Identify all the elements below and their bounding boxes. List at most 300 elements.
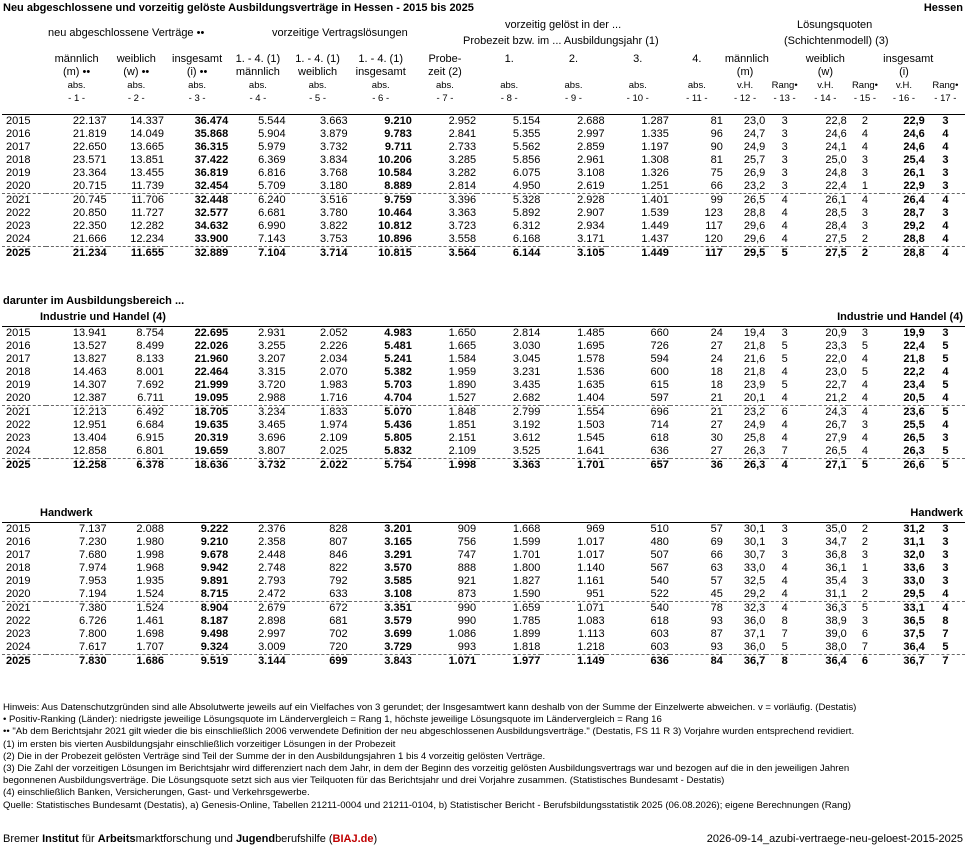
table-row <box>2 523 965 537</box>
table-cell: 3 <box>942 536 949 548</box>
table-cell: 21,2 <box>825 392 847 404</box>
table-cell: 3 <box>781 180 788 192</box>
table-cell: 26,6 <box>882 459 926 473</box>
table-cell: 3.363 <box>448 207 477 219</box>
header-spacer <box>2 66 46 79</box>
table-cell: 26,5 <box>903 432 925 444</box>
table-cell: 23,0 <box>724 115 766 129</box>
table-cell: 26,7 <box>825 419 847 431</box>
table-cell: 3.231 <box>512 366 541 378</box>
table-cell: 13.455 <box>130 167 164 179</box>
table-cell: 7.692 <box>136 379 164 391</box>
row-year: 2021 <box>2 194 46 208</box>
table-cell: 4 <box>781 220 788 232</box>
table-cell: 1.251 <box>641 180 669 192</box>
row-year: 2016 <box>6 536 31 548</box>
header-spacer <box>2 79 46 92</box>
table-cell: 4 <box>861 141 869 153</box>
table-cell: 96 <box>710 128 723 140</box>
table-cell: 10.584 <box>378 167 412 179</box>
table-cell: 4 <box>942 366 949 378</box>
table-cell: 3 <box>861 220 869 232</box>
column-header: weiblich <box>116 53 156 65</box>
header-spacer <box>2 53 46 66</box>
footer-org-part: Jugend <box>235 833 276 845</box>
table-cell: 2.733 <box>448 141 477 153</box>
table-cell: 1.197 <box>641 141 669 153</box>
table-cell: 36,4 <box>903 641 925 653</box>
table-cell: 6.144 <box>477 247 541 261</box>
table-cell: 8.754 <box>108 327 165 341</box>
table-cell: 747 <box>457 549 477 561</box>
table-cell: 25,5 <box>903 419 925 431</box>
table-cell: 26,3 <box>743 445 766 457</box>
footnote: begonnenen Ausbildungsverträge. Die Lösungsquote setzt sich aus vier Teilquoten für das Berichtsjahr und drei Vorjahre zusammen. (Statistisches Bundesamt - Destatis) <box>3 775 725 787</box>
table-cell: 22,9 <box>903 180 925 192</box>
table-cell: 20.850 <box>72 207 107 219</box>
table-cell: 11.727 <box>131 207 164 219</box>
table-row <box>2 641 965 655</box>
table-cell: 33,0 <box>903 575 925 587</box>
table-cell: 1.707 <box>136 641 164 653</box>
table-cell: 24 <box>710 353 723 365</box>
row-year: 2022 <box>6 419 31 431</box>
table-cell: 23,2 <box>743 180 766 192</box>
table-cell: 20.319 <box>194 432 229 444</box>
table-cell: 3 <box>942 167 949 179</box>
table-cell: 3 <box>766 523 803 537</box>
column-header <box>477 66 541 79</box>
table-cell: 32.454 <box>194 180 229 192</box>
table-cell: 31,1 <box>903 536 925 548</box>
table-cell: 32,0 <box>903 549 925 561</box>
table-cell: 3 <box>781 549 788 561</box>
table-cell: 9.711 <box>384 141 412 153</box>
table-cell: 22.026 <box>194 340 229 352</box>
row-year: 2024 <box>6 641 31 653</box>
table-cell: 13.851 <box>130 154 164 166</box>
row-year: 2016 <box>6 340 31 352</box>
column-header: - 5 - <box>309 93 327 104</box>
column-header: (i) •• <box>186 66 208 78</box>
table-cell: 4.950 <box>512 180 541 192</box>
table-cell: 7.194 <box>79 588 107 600</box>
table-cell: 38,0 <box>825 641 847 653</box>
column-header <box>670 66 724 79</box>
table-cell: 1.218 <box>577 641 605 653</box>
table-cell: 3.144 <box>229 655 286 669</box>
table-cell: 3.570 <box>384 562 412 574</box>
column-header: - 6 - <box>372 93 390 104</box>
table-cell: 1.635 <box>577 379 605 391</box>
table-cell: 37.422 <box>194 154 229 166</box>
table-cell: 22.137 <box>46 115 108 129</box>
header-group-rates-2: (Schichtenmodell) (3) <box>784 35 889 47</box>
row-year: 2016 <box>6 128 31 140</box>
table-row <box>2 247 965 261</box>
table-cell: 36,7 <box>882 655 926 669</box>
table-cell: 7 <box>781 628 788 640</box>
table-cell: 87 <box>710 628 723 640</box>
table-cell: 1.140 <box>577 562 605 574</box>
table-cell: 540 <box>650 575 669 587</box>
table-cell: 633 <box>329 588 348 600</box>
table-cell: 1.461 <box>136 615 164 627</box>
table-cell: 1.998 <box>413 459 477 473</box>
table-cell: 2.928 <box>541 194 605 208</box>
table-cell: 1.695 <box>577 340 605 352</box>
table-cell: 597 <box>650 392 669 404</box>
table-cell: 1.833 <box>287 406 349 420</box>
table-cell: 1.503 <box>577 419 605 431</box>
table-cell: 3.663 <box>287 115 349 129</box>
table-cell: 19.659 <box>194 445 229 457</box>
table-cell: 1.851 <box>448 419 477 431</box>
table-cell: 36,5 <box>903 615 925 627</box>
table-cell: 81 <box>710 154 723 166</box>
table-cell: 720 <box>329 641 348 653</box>
column-header: männlich <box>54 53 99 65</box>
table-cell: 3 <box>781 141 788 153</box>
table-cell: 2.226 <box>320 340 348 352</box>
table-cell: 36,8 <box>825 549 847 561</box>
table-cell: 36,4 <box>803 655 848 669</box>
column-header: 3. <box>633 53 643 65</box>
row-year: 2018 <box>6 562 31 574</box>
column-header <box>926 66 965 79</box>
table-cell: 33,0 <box>743 562 766 574</box>
table-cell: 3 <box>781 128 788 140</box>
table-cell: 1.404 <box>577 392 605 404</box>
table-cell: 2.472 <box>258 588 286 600</box>
table-cell: 807 <box>329 536 348 548</box>
table-cell: 36 <box>670 459 724 473</box>
table-cell: 23,0 <box>825 366 847 378</box>
table-cell: 1.998 <box>136 549 164 561</box>
table-cell: 2.814 <box>448 180 477 192</box>
footnote: (1) im ersten bis vierten Ausbildungsjahr einschließlich vorzeitiger Lösungen in der Probezeit <box>3 738 396 750</box>
table-cell: 6.711 <box>137 392 164 404</box>
table-cell: 1.161 <box>577 575 605 587</box>
column-header: - 3 - <box>188 93 206 104</box>
table-cell: 5.832 <box>384 445 412 457</box>
column-header: abs. <box>628 80 647 91</box>
table-cell: 3.282 <box>448 167 477 179</box>
table-cell: 2.898 <box>258 615 286 627</box>
table-cell: 5.436 <box>384 419 412 431</box>
table-cell: 3 <box>942 549 949 561</box>
table-cell: 36,0 <box>743 615 766 627</box>
table-cell: 1.848 <box>413 406 477 420</box>
table-cell: 8.904 <box>165 602 229 616</box>
table-cell: 4 <box>781 419 788 431</box>
table-row <box>2 167 965 180</box>
footer-org-part: Arbeits <box>97 833 136 845</box>
table-cell: 7 <box>942 628 949 640</box>
table-cell: 10.815 <box>349 247 413 261</box>
table-cell: 5.904 <box>258 128 286 140</box>
table-cell: 27,5 <box>803 247 848 261</box>
table-cell: 4.983 <box>349 327 413 341</box>
column-header: weiblich <box>805 53 845 65</box>
table-cell: 1.017 <box>577 536 605 548</box>
table-cell: 21,6 <box>743 353 766 365</box>
table-cell: 5 <box>861 340 869 352</box>
table-cell: 4 <box>861 353 869 365</box>
table-cell: 23,3 <box>825 340 847 352</box>
table-row <box>2 115 965 129</box>
table-cell: 7.953 <box>79 575 107 587</box>
table-cell: 24,6 <box>903 141 925 153</box>
table-cell: 3.201 <box>349 523 413 537</box>
table-cell: 6.801 <box>136 445 164 457</box>
table-cell: 5.355 <box>512 128 541 140</box>
table-cell: 2 <box>861 536 869 548</box>
table-row <box>2 562 965 575</box>
table-cell: 4 <box>942 233 949 245</box>
table-cell: 3.612 <box>512 432 541 444</box>
column-header: abs. <box>371 80 390 91</box>
table-cell: 30,7 <box>743 549 766 561</box>
footer-org-part: berufshilfe ( <box>275 833 333 845</box>
table-cell: 4 <box>861 445 869 457</box>
table-cell: 9.783 <box>384 128 412 140</box>
row-year: 2025 <box>2 247 46 261</box>
table-cell: 7.380 <box>46 602 108 616</box>
table-cell: 507 <box>650 549 669 561</box>
table-cell: 1.668 <box>477 523 541 537</box>
row-year: 2021 <box>2 602 46 616</box>
table-row <box>2 128 965 141</box>
row-year: 2017 <box>6 549 31 561</box>
column-header: abs. <box>308 80 327 91</box>
column-header: - 13 - <box>773 93 796 104</box>
table-cell: 6.075 <box>512 167 541 179</box>
table-cell: 2.088 <box>108 523 165 537</box>
table-cell: 7.800 <box>79 628 107 640</box>
column-header: Rang• <box>851 80 878 91</box>
table-cell: 90 <box>710 141 723 153</box>
table-cell: 27 <box>710 340 723 352</box>
table-cell: 32.577 <box>194 207 229 219</box>
column-header: abs. <box>188 80 207 91</box>
header-group-new-contracts: neu abgeschlossene Verträge •• <box>48 27 205 39</box>
table-cell: 30,1 <box>743 536 766 548</box>
table-cell: 681 <box>329 615 348 627</box>
table-cell: 594 <box>650 353 669 365</box>
column-header: v.H. <box>736 80 754 91</box>
table-cell: 31,2 <box>882 523 926 537</box>
table-row <box>2 628 965 641</box>
table-cell: 702 <box>329 628 348 640</box>
section-label-ihk-right: Industrie und Handel (4) <box>837 311 963 323</box>
table-cell: 3.768 <box>320 167 348 179</box>
column-header: - 7 - <box>436 93 454 104</box>
table-cell: 1.659 <box>477 602 541 616</box>
table-cell: 12.858 <box>72 445 107 457</box>
table-cell: 4 <box>781 432 788 444</box>
table-cell: 29,5 <box>903 588 925 600</box>
row-year: 2015 <box>2 523 46 537</box>
table-cell: 35,0 <box>803 523 848 537</box>
table-cell: 951 <box>586 588 605 600</box>
table-cell: 22,4 <box>825 180 847 192</box>
table-cell: 2.358 <box>258 536 286 548</box>
table-cell: 1.113 <box>577 628 605 640</box>
table-cell: 1.308 <box>641 154 669 166</box>
table-cell: 1.071 <box>413 655 477 669</box>
table-cell: 2.907 <box>577 207 605 219</box>
table-cell: 84 <box>670 655 724 669</box>
table-cell: 63 <box>710 562 723 574</box>
table-cell: 2.034 <box>320 353 348 365</box>
table-cell: 10.206 <box>378 154 412 166</box>
table-cell: 33,6 <box>903 562 925 574</box>
row-year: 2020 <box>6 392 31 404</box>
table-cell: 1.974 <box>320 419 348 431</box>
header-spacer <box>2 92 46 105</box>
table-cell: 1.449 <box>606 247 670 261</box>
table-cell: 24,6 <box>825 128 847 140</box>
table-cell: 4 <box>942 220 949 232</box>
table-cell: 7.137 <box>46 523 108 537</box>
table-cell: 3.834 <box>320 154 348 166</box>
footer-organization <box>3 833 377 846</box>
row-year: 2023 <box>6 628 31 640</box>
row-year: 2020 <box>6 180 31 192</box>
table-cell: 2 <box>848 115 882 129</box>
table-cell: 3.780 <box>320 207 348 219</box>
table-cell: 33.900 <box>194 233 229 245</box>
table-cell: 3.180 <box>320 180 348 192</box>
table-cell: 35.868 <box>194 128 229 140</box>
table-cell: 23,6 <box>882 406 926 420</box>
table-cell: 1.086 <box>448 628 477 640</box>
row-year: 2015 <box>2 115 46 129</box>
table-cell: 1.665 <box>448 340 477 352</box>
table-cell: 30,1 <box>724 523 766 537</box>
table-cell: 1.335 <box>641 128 669 140</box>
table-cell: 7.230 <box>79 536 107 548</box>
table-cell: 1.890 <box>448 379 477 391</box>
table-cell: 22,4 <box>903 340 925 352</box>
row-year: 2025 <box>2 459 46 473</box>
table-cell: 6.726 <box>79 615 107 627</box>
table-cell: 4 <box>926 602 965 616</box>
table-cell: 14.307 <box>72 379 107 391</box>
table-cell: 25,4 <box>903 154 925 166</box>
table-cell: 2.799 <box>477 406 541 420</box>
table-cell: 8 <box>942 615 949 627</box>
column-header: - 16 - <box>892 93 916 104</box>
table-cell: 1.935 <box>136 575 164 587</box>
table-cell: 3.732 <box>229 459 286 473</box>
table-cell: 4 <box>942 419 949 431</box>
table-cell: 6.168 <box>512 233 541 245</box>
table-cell: 5.805 <box>384 432 412 444</box>
column-header: v.H. <box>817 80 834 91</box>
table-cell: 21,8 <box>743 366 766 378</box>
table-cell: 26,9 <box>743 167 766 179</box>
table-cell: 3.108 <box>577 167 605 179</box>
table-cell: 9.678 <box>200 549 229 561</box>
table-cell: 32,3 <box>724 602 766 616</box>
table-cell: 3.558 <box>448 233 477 245</box>
table-cell: 2.688 <box>541 115 605 129</box>
table-cell: 1 <box>861 180 869 192</box>
table-cell: 5 <box>926 406 965 420</box>
table-cell: 4 <box>781 392 788 404</box>
table-cell: 3.207 <box>258 353 286 365</box>
table-cell: 9.498 <box>200 628 229 640</box>
column-header: abs. <box>435 80 454 91</box>
table-cell: 1.800 <box>512 562 541 574</box>
table-cell: 19.095 <box>194 392 229 404</box>
footer-org-part: für <box>78 833 98 845</box>
table-cell: 10.464 <box>378 207 412 219</box>
table-cell: 13.527 <box>72 340 107 352</box>
table-cell: 1.980 <box>136 536 164 548</box>
table-cell: 22.464 <box>194 366 229 378</box>
row-year: 2024 <box>6 445 31 457</box>
table-cell: 3.315 <box>258 366 286 378</box>
table-cell: 8.715 <box>200 588 229 600</box>
table-cell: 5 <box>942 445 949 457</box>
table-cell: 846 <box>329 549 348 561</box>
region-label: Hessen <box>923 2 963 14</box>
table-cell: 2.997 <box>577 128 605 140</box>
row-year: 2022 <box>6 207 31 219</box>
table-cell: 14.049 <box>130 128 164 140</box>
table-cell: 27 <box>710 445 723 457</box>
table-cell: 4 <box>942 128 949 140</box>
table-cell: 3.291 <box>384 549 412 561</box>
table-cell: 2.988 <box>258 392 286 404</box>
footer-website-link[interactable]: BIAJ.de <box>332 833 374 845</box>
table-cell: 3 <box>781 536 788 548</box>
table-cell: 5.562 <box>512 141 541 153</box>
table-cell: 4 <box>848 194 882 208</box>
table-row <box>2 432 965 445</box>
table-cell: 1 <box>861 562 869 574</box>
column-header: - 14 - <box>814 93 837 104</box>
table-cell: 603 <box>650 628 669 640</box>
table-cell: 3.108 <box>384 588 412 600</box>
table-cell: 3.822 <box>320 220 348 232</box>
table-cell: 3 <box>942 180 949 192</box>
table-cell: 24,1 <box>825 141 847 153</box>
table-cell: 969 <box>541 523 605 537</box>
table-industrie-handel <box>2 326 965 472</box>
table-cell: 1.545 <box>577 432 605 444</box>
table-cell: 10.896 <box>378 233 412 245</box>
table-row <box>2 602 965 616</box>
table-cell: 3.465 <box>258 419 286 431</box>
table-cell: 36.819 <box>194 167 229 179</box>
table-cell: 18 <box>710 379 723 391</box>
table-cell: 4 <box>861 392 869 404</box>
table-cell: 25,0 <box>825 154 847 166</box>
table-cell: 28,5 <box>825 207 847 219</box>
table-cell: 8.889 <box>384 180 412 192</box>
table-cell: 9.891 <box>200 575 229 587</box>
table-cell: 1.590 <box>512 588 541 600</box>
column-header: Probe- <box>428 53 462 65</box>
table-cell: 21.666 <box>72 233 107 245</box>
table-row <box>2 588 965 602</box>
table-cell: 1.818 <box>512 641 541 653</box>
table-cell: 3.879 <box>320 128 348 140</box>
